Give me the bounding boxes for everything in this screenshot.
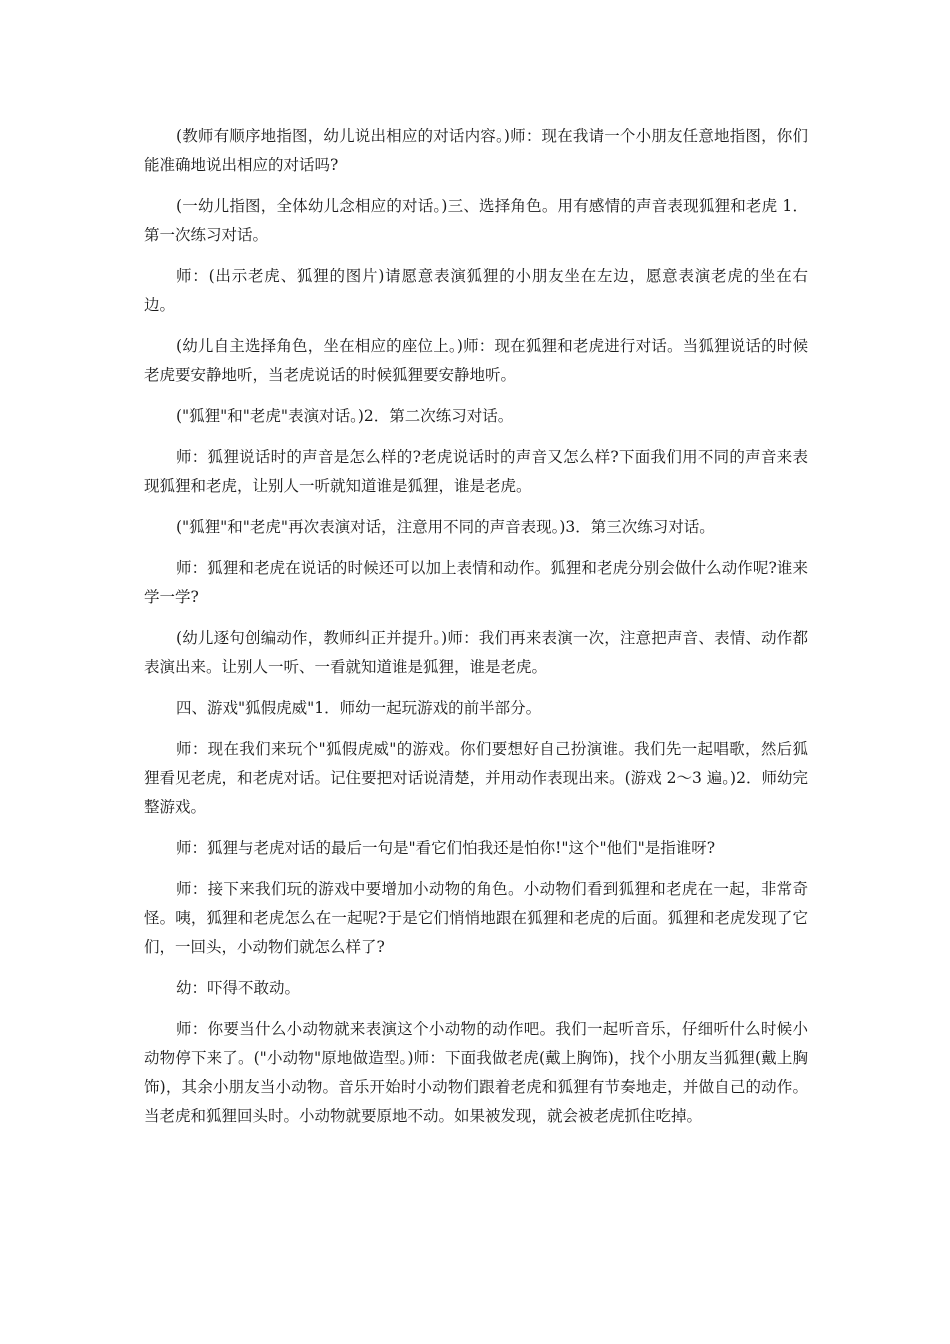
paragraph: 师：狐狸说话时的声音是怎么样的?老虎说话时的声音又怎么样?下面我们用不同的声音来表现狐狸和老虎，让别人一听就知道谁是狐狸，谁是老虎。: [144, 448, 808, 495]
paragraph: 师：(出示老虎、狐狸的图片)请愿意表演狐狸的小朋友坐在左边，愿意表演老虎的坐在右边。: [144, 267, 808, 314]
paragraph: 师：狐狸和老虎在说话的时候还可以加上表情和动作。狐狸和老虎分别会做什么动作呢?谁来学一学?: [144, 559, 808, 606]
document-body: [144, 122, 808, 1143]
paragraph: (教师有顺序地指图，幼儿说出相应的对话内容。)师：现在我请一个小朋友任意地指图，你们能准确地说出相应的对话吗?: [144, 127, 808, 174]
paragraph: ("狐狸"和"老虎"表演对话。)2．第二次练习对话。: [176, 407, 514, 425]
paragraph: 师：你要当什么小动物就来表演这个小动物的动作吧。我们一起听音乐，仔细听什么时候小动物停下来了。("小动物"原地做造型。)师：下面我做老虎(戴上胸饰)，找个小朋友当狐狸(戴上胸饰)，其余小朋友当小动物。音乐开始时小动物们跟着老虎和狐狸有节奏地走，并做自己的动作。当老虎和狐狸回头时。小动物就要原地不动。如果被发现，就会被老虎抓住吃掉。: [144, 1020, 808, 1125]
paragraph: (一幼儿指图，全体幼儿念相应的对话。)三、选择角色。用有感情的声音表现狐狸和老虎 1．第一次练习对话。: [144, 197, 808, 244]
section-heading: 四、游戏"狐假虎威"1．师幼一起玩游戏的前半部分。: [176, 699, 542, 717]
paragraph: ("狐狸"和"老虎"再次表演对话，注意用不同的声音表现。)3．第三次练习对话。: [176, 518, 715, 536]
paragraph: (幼儿自主选择角色，坐在相应的座位上。)师：现在狐狸和老虎进行对话。当狐狸说话的时候老虎要安静地听，当老虎说话的时候狐狸要安静地听。: [144, 337, 808, 384]
paragraph: 幼：吓得不敢动。: [176, 979, 301, 997]
paragraph: (幼儿逐句创编动作，教师纠正并提升。)师：我们再来表演一次，注意把声音、表情、动作都表演出来。让别人一听、一看就知道谁是狐狸，谁是老虎。: [144, 629, 808, 676]
paragraph: 师：接下来我们玩的游戏中要增加小动物的角色。小动物们看到狐狸和老虎在一起，非常奇怪。咦，狐狸和老虎怎么在一起呢?于是它们悄悄地跟在狐狸和老虎的后面。狐狸和老虎发现了它们，一回头，小动物们就怎么样了?: [144, 880, 808, 956]
paragraph: 师：狐狸与老虎对话的最后一句是"看它们怕我还是怕你!"这个"他们"是指谁呀?: [176, 839, 716, 857]
paragraph: 师：现在我们来玩个"狐假虎威"的游戏。你们要想好自己扮演谁。我们先一起唱歌，然后狐狸看见老虎，和老虎对话。记住要把对话说清楚，并用动作表现出来。(游戏 2～3 遍。)2．师幼完整游戏。: [144, 740, 808, 816]
